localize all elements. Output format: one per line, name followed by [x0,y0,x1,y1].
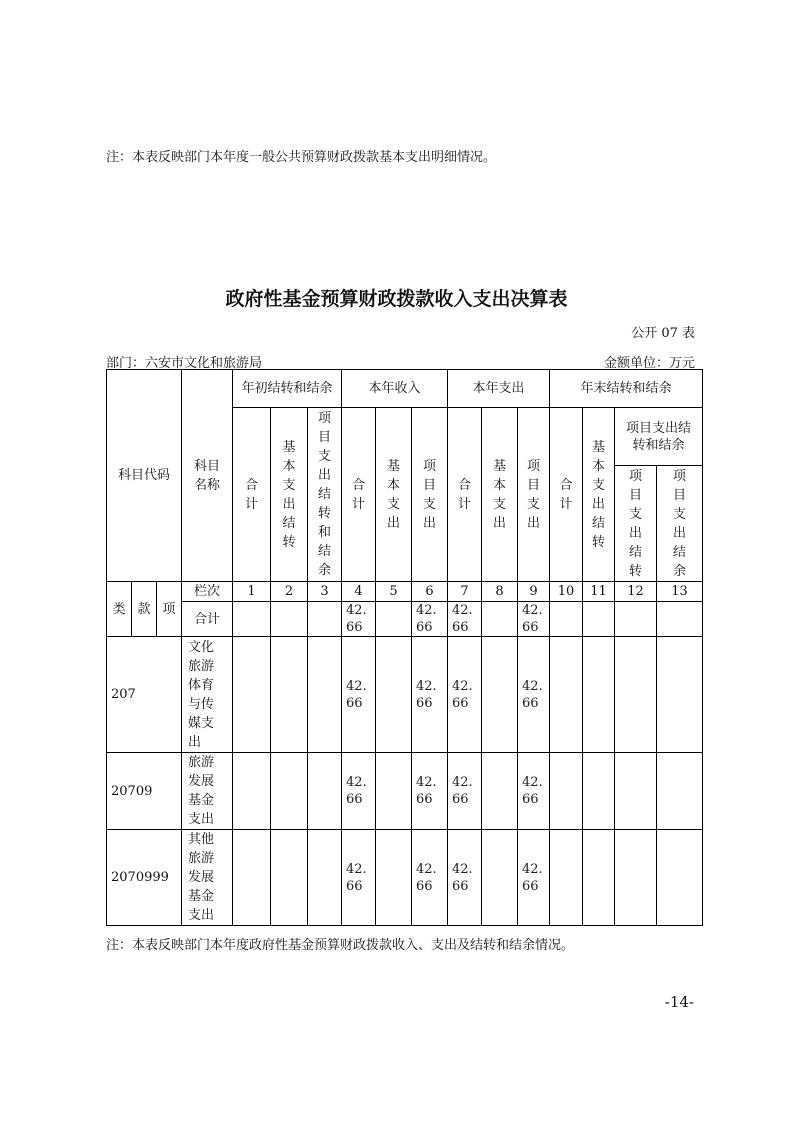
row-value [233,830,271,926]
table-row [107,637,703,753]
row-value [550,637,583,753]
table-number: 公开 07 表 [631,326,695,341]
row-value [308,637,342,753]
header-begin-basic-carry: 基本支出结转 [271,408,308,582]
row-value: 42.66 [518,637,550,753]
row-name: 旅游发展基金支出 [182,753,233,830]
row-value [615,602,657,637]
header-name: 科目名称 [182,370,233,582]
page-title: 政府性基金预算财政拨款收入支出决算表 [225,288,568,310]
row-name: 文化旅游体育与传媒支出 [182,637,233,753]
header-group-end: 年末结转和结余 [550,370,703,408]
header-code: 科目代码 [107,370,182,582]
row-value [376,830,412,926]
column-number: 11 [583,582,615,602]
header-end-project-group: 项目支出结转和结余 [615,408,703,466]
row-value [615,753,657,830]
column-number: 8 [482,582,518,602]
header-item: 项 [157,582,182,637]
header-group-begin: 年初结转和结余 [233,370,342,408]
column-number: 3 [308,582,342,602]
header-end-project-carry: 项目支出结转 [615,466,657,582]
row-code: 20709 [107,753,182,830]
header-end-basic-carry: 基本支出结转 [583,408,615,582]
row-value [657,753,703,830]
row-value [376,637,412,753]
row-value: 42.66 [412,753,448,830]
row-value: 42.66 [518,830,550,926]
row-value: 42.66 [518,753,550,830]
header-class: 类 [107,582,132,637]
row-value [271,637,308,753]
row-value [271,830,308,926]
header-section: 款 [132,582,157,637]
row-value: 42.66 [342,637,376,753]
row-value: 42.66 [342,753,376,830]
row-value [583,753,615,830]
header-income-total: 合计 [342,408,376,582]
row-value [482,602,518,637]
row-value: 42.66 [448,753,482,830]
table-row [107,602,703,637]
column-number: 13 [657,582,703,602]
row-value [308,602,342,637]
header-expense-project: 项目支出 [518,408,550,582]
row-value: 42.66 [448,637,482,753]
row-value [657,637,703,753]
row-value [308,830,342,926]
row-value [657,830,703,926]
header-end-project-balance: 项目支出结余 [657,466,703,582]
top-note: 注：本表反映部门本年度一般公共预算财政拨款基本支出明细情况。 [106,150,497,165]
bottom-note: 注：本表反映部门本年度政府性基金预算财政拨款收入、支出及结转和结余情况。 [106,938,575,953]
column-number: 2 [271,582,308,602]
row-value: 42.66 [448,830,482,926]
column-label: 栏次 [182,582,233,602]
column-number: 9 [518,582,550,602]
column-number: 12 [615,582,657,602]
header-begin-total: 合计 [233,408,271,582]
column-number: 4 [342,582,376,602]
department-label: 部门：六安市文化和旅游局 [106,356,263,371]
row-value [376,602,412,637]
header-income-project: 项目支出 [412,408,448,582]
header-group-expense: 本年支出 [448,370,550,408]
row-value: 42.66 [518,602,550,637]
table-row [107,753,703,830]
row-value [615,830,657,926]
row-value [615,637,657,753]
row-value [550,830,583,926]
row-value: 42.66 [342,602,376,637]
header-begin-project-carry-balance: 项目支出结转和结余 [308,408,342,582]
row-value [233,602,271,637]
header-income-basic: 基本支出 [376,408,412,582]
row-value [482,830,518,926]
row-name: 其他旅游发展基金支出 [182,830,233,926]
row-code: 2070999 [107,830,182,926]
header-group-income: 本年收入 [342,370,448,408]
row-value: 42.66 [412,637,448,753]
header-end-total: 合计 [550,408,583,582]
row-value: 42.66 [412,602,448,637]
column-number: 5 [376,582,412,602]
row-value [271,753,308,830]
column-number: 7 [448,582,482,602]
page-number: -14- [664,993,694,1011]
row-value [233,753,271,830]
column-number: 10 [550,582,583,602]
row-code: 207 [107,637,182,753]
row-value [550,602,583,637]
row-value: 42.66 [448,602,482,637]
row-name: 合计 [182,602,233,637]
row-value: 42.66 [412,830,448,926]
unit-label: 金额单位：万元 [603,356,695,371]
row-value: 42.66 [342,830,376,926]
row-value [308,753,342,830]
row-value [657,602,703,637]
column-number: 6 [412,582,448,602]
row-value [583,830,615,926]
row-value [583,602,615,637]
header-expense-basic: 基本支出 [482,408,518,582]
row-value [233,637,271,753]
row-value [482,637,518,753]
budget-table [106,369,703,926]
row-value [583,637,615,753]
row-value [376,753,412,830]
row-value [482,753,518,830]
header-expense-total: 合计 [448,408,482,582]
row-value [271,602,308,637]
row-value [550,753,583,830]
column-number: 1 [233,582,271,602]
table-row [107,830,703,926]
